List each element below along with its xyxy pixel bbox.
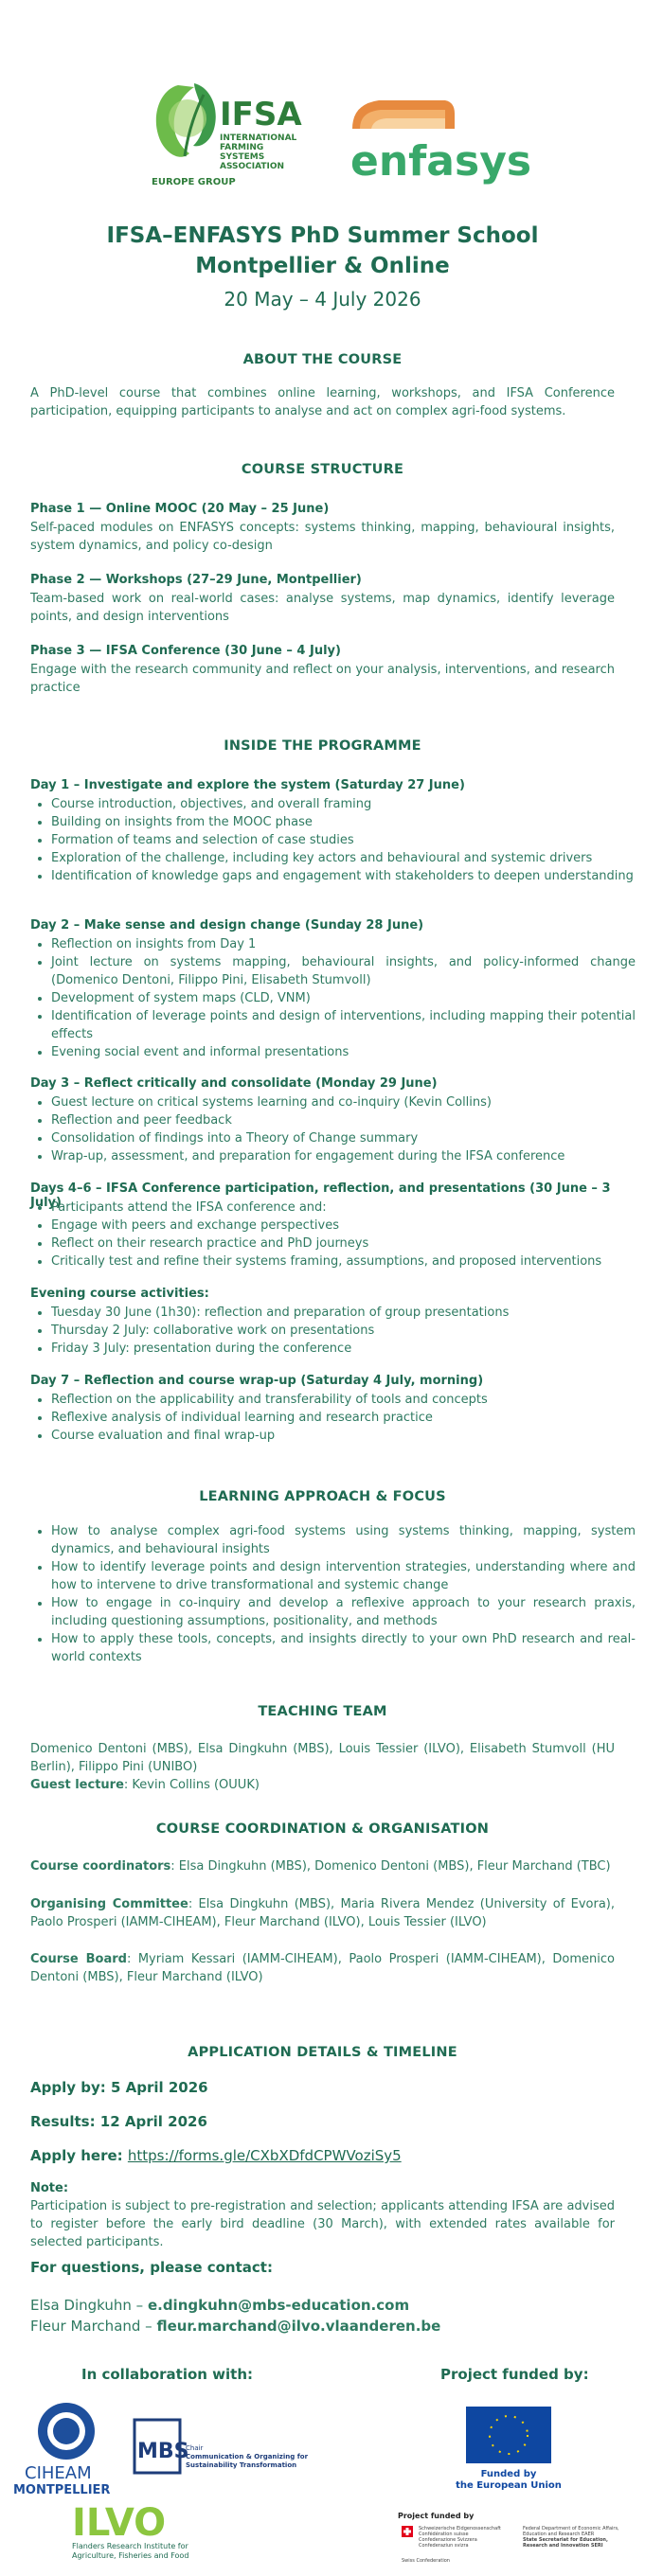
- apply-here-label: Apply here:: [30, 2147, 128, 2164]
- svg-text:Agriculture, Fisheries and Foo: Agriculture, Fisheries and Food: [72, 2551, 189, 2560]
- enfasys-logo: [350, 100, 531, 186]
- phase-3-text: Engage with the research community and reflect on your analysis, interventions, and research practice: [30, 663, 615, 695]
- svg-text:Schweizerische Eidgenossenscha: Schweizerische Eidgenossenschaft: [419, 2526, 501, 2532]
- svg-text:Confederaziun svizra: Confederaziun svizra: [419, 2543, 469, 2549]
- list-item: • Joint lecture on systems mapping, behavioural insights, and policy-informed change (Domenico Dentoni, Filippo Pini, Elisabeth Stumvoll): [51, 953, 636, 989]
- note-text: Participation is subject to pre-registration and selection; applicants attending IFSA are advised to register before the early bird deadline (30 March), with extended rates available for selected participants.: [30, 2199, 615, 2249]
- apply-link[interactable]: https://forms.gle/CXbXDfdCPWVoziSy5: [127, 2147, 402, 2164]
- list-item: • Guest lecture on critical systems learning and co-inquiry (Kevin Collins): [51, 1093, 636, 1111]
- coordinators-value: : Elsa Dingkuhn (MBS), Domenico Dentoni (MBS), Fleur Marchand (TBC): [170, 1859, 611, 1874]
- team-members: Domenico Dentoni (MBS), Elsa Dingkuhn (MBS), Louis Tessier (ILVO), Elisabeth Stumvoll (HU Berlin), Filippo Pini (UNIBO): [30, 1742, 615, 1774]
- day46-title: Days 4–6 – IFSA Conference participation, reflection, and presentations (30 June – 3 July): [30, 1181, 611, 1210]
- board-value: : Myriam Kessari (IAMM-CIHEAM), Paolo Prosperi (IAMM-CIHEAM), Domenico Dentoni (MBS), Fleur Marchand (ILVO): [30, 1952, 615, 1984]
- svg-text:ILVO: ILVO: [72, 2501, 167, 2545]
- guest-label: Guest lecture: [30, 1778, 124, 1792]
- svg-text:MBS: MBS: [137, 2440, 189, 2463]
- svg-text:Swiss Confederation: Swiss Confederation: [402, 2558, 450, 2564]
- collab-heading: In collaboration with:: [81, 2366, 254, 2383]
- title-line-2: Montpellier & Online: [195, 254, 450, 278]
- contact-name: Elsa Dingkuhn –: [30, 2297, 148, 2314]
- list-item: • Identification of leverage points and design of interventions, including mapping their potential effects: [51, 1007, 636, 1043]
- structure-heading: COURSE STRUCTURE: [241, 462, 404, 477]
- day1-title: Day 1 – Investigate and explore the system (Saturday 27 June): [30, 778, 465, 792]
- svg-text:ASSOCIATION: ASSOCIATION: [220, 162, 285, 171]
- day2-list: [30, 935, 636, 1061]
- swiss-logo: [398, 2512, 619, 2564]
- list-item: • Reflection on insights from Day 1: [51, 935, 636, 953]
- phase-2-title: Phase 2 — Workshops (27–29 June, Montpellier): [30, 573, 362, 587]
- day3-title: Day 3 – Reflect critically and consolidate (Monday 29 June): [30, 1076, 438, 1091]
- list-item: • Consolidation of findings into a Theory of Change summary: [51, 1129, 636, 1147]
- day3-list: [30, 1093, 636, 1165]
- contact-elsa: [30, 2297, 615, 2315]
- guest-lecture: [30, 1776, 615, 1794]
- svg-text:Chair: Chair: [186, 2444, 204, 2452]
- day1-list: [30, 795, 636, 885]
- svg-text:Project funded by: Project funded by: [398, 2512, 475, 2520]
- coordinators-label: Course coordinators: [30, 1859, 171, 1874]
- evening-title: Evening course activities:: [30, 1287, 209, 1301]
- phase-2-text: Team-based work on real-world cases: analyse systems, map dynamics, identify leverage points, and design interventions: [30, 592, 615, 624]
- list-item: • Wrap-up, assessment, and preparation for engagement during the IFSA conference: [51, 1147, 636, 1165]
- programme-heading: INSIDE THE PROGRAMME: [224, 738, 421, 754]
- svg-text:enfasys: enfasys: [350, 137, 532, 186]
- contact-name: Fleur Marchand –: [30, 2318, 157, 2335]
- title-line-1: IFSA–ENFASYS PhD Summer School: [106, 223, 539, 248]
- coordination-heading: COURSE COORDINATION & ORGANISATION: [155, 1821, 490, 1837]
- svg-text:Confédération suisse: Confédération suisse: [419, 2532, 469, 2537]
- questions-label: For questions, please contact:: [30, 2259, 273, 2276]
- list-item: • Thursday 2 July: collaborative work on presentations: [51, 1322, 636, 1340]
- learning-heading: LEARNING APPROACH & FOCUS: [199, 1489, 446, 1504]
- list-item: • Reflection on the applicability and transferability of tools and concepts: [51, 1391, 636, 1409]
- phase-1-text: Self-paced modules on ENFASYS concepts: systems thinking, mapping, behavioural insights, system dynamics, and policy co-design: [30, 521, 615, 553]
- eu-flag-logo: [456, 2407, 562, 2491]
- list-item: • Friday 3 July: presentation during the conference: [51, 1340, 636, 1358]
- svg-text:State Secretariat for Educatio: State Secretariat for Education,: [523, 2537, 608, 2543]
- ifsa-logo: [152, 83, 302, 187]
- coordinators: [30, 1857, 615, 1875]
- list-item: • Formation of teams and selection of case studies: [51, 831, 636, 849]
- list-item: • Building on insights from the MOOC phase: [51, 813, 636, 831]
- svg-text:CIHEAM: CIHEAM: [25, 2463, 92, 2483]
- list-item: • Reflexive analysis of individual learning and research practice: [51, 1409, 636, 1427]
- list-item: • Engage with peers and exchange perspectives: [51, 1217, 636, 1235]
- svg-text:EUROPE GROUP: EUROPE GROUP: [152, 177, 236, 187]
- team-heading: TEACHING TEAM: [258, 1704, 387, 1719]
- list-item: • Evening social event and informal presentations: [51, 1043, 636, 1061]
- phase-1-title: Phase 1 — Online MOOC (20 May – 25 June): [30, 502, 330, 516]
- svg-text:IFSA: IFSA: [220, 96, 302, 133]
- top-logos: [0, 66, 645, 208]
- about-heading: ABOUT THE COURSE: [242, 352, 403, 367]
- svg-text:Confederazione Svizzera: Confederazione Svizzera: [419, 2537, 477, 2543]
- svg-text:Funded by: Funded by: [480, 2469, 537, 2479]
- footer-logos: [0, 2395, 645, 2576]
- svg-text:Communication & Organizing for: Communication & Organizing for: [186, 2453, 309, 2461]
- list-item: • Exploration of the challenge, including key actors and behavioural and systemic drivers: [51, 849, 636, 867]
- list-item: • How to analyse complex agri-food systems using systems thinking, mapping, system dynamics, and behavioural insights: [51, 1522, 636, 1558]
- list-item: • Tuesday 30 June (1h30): reflection and preparation of group presentations: [51, 1304, 636, 1322]
- ilvo-logo: [72, 2501, 189, 2560]
- list-item: • Critically test and refine their systems framing, assumptions, and proposed interventions: [51, 1252, 636, 1270]
- list-item: • Identification of knowledge gaps and engagement with stakeholders to deepen understanding: [51, 867, 636, 885]
- svg-text:INTERNATIONAL: INTERNATIONAL: [220, 133, 297, 143]
- guest-value: : Kevin Collins (OUUK): [123, 1778, 260, 1792]
- course-board: [30, 1950, 615, 1986]
- contact-email[interactable]: e.dingkuhn@mbs-education.com: [147, 2297, 410, 2314]
- list-item: • Course evaluation and final wrap-up: [51, 1427, 636, 1445]
- apply-by: Apply by: 5 April 2026: [30, 2079, 208, 2096]
- learning-list: [30, 1522, 636, 1666]
- svg-text:Flanders Research Institute fo: Flanders Research Institute for: [72, 2542, 188, 2550]
- list-item: • How to apply these tools, concepts, and insights directly to your own PhD research and real-world contexts: [51, 1630, 636, 1666]
- svg-text:the European Union: the European Union: [456, 2480, 562, 2491]
- evening-list: [30, 1304, 636, 1358]
- phase-3-title: Phase 3 — IFSA Conference (30 June – 4 July): [30, 644, 341, 658]
- contact-fleur: [30, 2318, 615, 2336]
- list-item: • Development of system maps (CLD, VNM): [51, 989, 636, 1007]
- ciheam-logo: [13, 2403, 110, 2497]
- list-item: • Course introduction, objectives, and overall framing: [51, 795, 636, 813]
- svg-text:Sustainability Transformation: Sustainability Transformation: [186, 2461, 297, 2469]
- board-label: Course Board: [30, 1952, 127, 1966]
- event-dates: 20 May – 4 July 2026: [224, 288, 421, 311]
- application-heading: APPLICATION DETAILS & TIMELINE: [188, 2045, 457, 2060]
- day2-title: Day 2 – Make sense and design change (Sunday 28 June): [30, 918, 424, 933]
- results-date: Results: 12 April 2026: [30, 2113, 207, 2130]
- about-text: A PhD-level course that combines online learning, workshops, and IFSA Conference participation, equipping participants to analyse and act on complex agri-food systems.: [30, 386, 615, 418]
- list-item: • How to engage in co-inquiry and develop a reflexive approach to your research praxis, including questioning assumptions, positionality, and methods: [51, 1594, 636, 1630]
- svg-text:Education and Research EAER: Education and Research EAER: [523, 2532, 595, 2537]
- organising-value: : Elsa Dingkuhn (MBS), Maria Rivera Mendez (University of Evora), Paolo Prosperi (IAMM-CIHEAM), Fleur Marchand (ILVO), Louis Tessier (ILVO): [30, 1897, 615, 1929]
- list-item: • How to identify leverage points and design intervention strategies, understanding where and how to intervene to drive transformational and systemic change: [51, 1558, 636, 1594]
- mbs-logo: [134, 2420, 309, 2473]
- funded-heading: Project funded by:: [440, 2366, 589, 2383]
- svg-text:MONTPELLIER: MONTPELLIER: [13, 2483, 111, 2497]
- apply-here: [30, 2147, 402, 2164]
- svg-text:FARMING: FARMING: [220, 143, 264, 152]
- day7-title: Day 7 – Reflection and course wrap-up (Saturday 4 July, morning): [30, 1374, 484, 1388]
- day46-list: [30, 1199, 636, 1270]
- list-item: • Reflect on their research practice and PhD journeys: [51, 1235, 636, 1252]
- svg-text:Federal Department of Economic: Federal Department of Economic Affairs,: [523, 2526, 619, 2532]
- organising-committee: [30, 1895, 615, 1931]
- list-item: • Reflection and peer feedback: [51, 1111, 636, 1129]
- list-item: • Participants attend the IFSA conference and:: [51, 1199, 636, 1217]
- organising-label: Organising Committee: [30, 1897, 188, 1911]
- svg-text:Research and Innovation SERI: Research and Innovation SERI: [523, 2543, 603, 2549]
- contact-email[interactable]: fleur.marchand@ilvo.vlaanderen.be: [156, 2318, 441, 2335]
- note-label: Note:: [30, 2181, 69, 2195]
- day7-list: [30, 1391, 636, 1445]
- svg-text:SYSTEMS: SYSTEMS: [220, 152, 265, 162]
